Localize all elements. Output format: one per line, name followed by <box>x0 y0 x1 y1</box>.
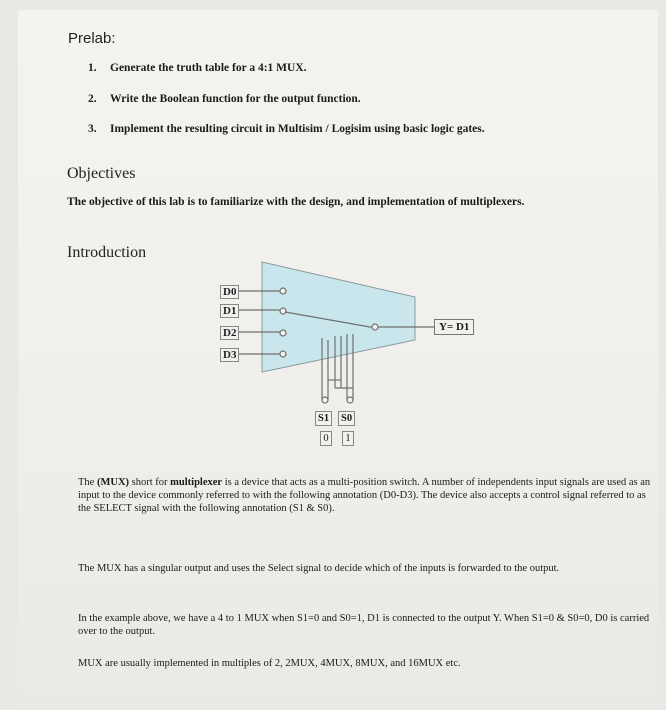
prelab-title: Prelab: <box>68 30 116 47</box>
item-text: Implement the resulting circuit in Multisim / Logisim using basic logic gates. <box>110 123 485 135</box>
item-number: 2. <box>88 92 97 105</box>
item-number: 3. <box>88 123 97 135</box>
multiples-paragraph: MUX are usually implemented in multiples of 2, 2MUX, 4MUX, 8MUX, and 16MUX etc. <box>78 658 461 669</box>
input-label-d1: D1 <box>220 304 239 318</box>
para1-text: The <box>78 477 97 488</box>
input-label-d2: D2 <box>220 326 239 340</box>
prelab-list <box>88 62 485 154</box>
objectives-text: The objective of this lab is to familiarize with the design, and implementation of multiplexers. <box>67 196 525 208</box>
item-text: Write the Boolean function for the output function. <box>110 92 361 105</box>
mux-description-paragraph <box>78 476 658 515</box>
select-value-s1: 0 <box>320 431 332 446</box>
list-item <box>88 93 485 124</box>
singular-output-paragraph: The MUX has a singular output and uses the Select signal to decide which of the inputs is forwarded to the output. <box>78 563 560 574</box>
para1-text: short for <box>129 477 171 488</box>
para1-bold-mux: (MUX) <box>96 477 130 488</box>
item-number: 1. <box>88 62 97 74</box>
mux-diagram-svg <box>210 260 500 460</box>
introduction-heading: Introduction <box>67 244 147 261</box>
example-paragraph: In the example above, we have a 4 to 1 MUX when S1=0 and S0=1, D1 is connected to the output Y. When S1=0 & S0=0, D0 is carried over to the output. <box>78 613 650 637</box>
select-label-s0: S0 <box>338 411 355 426</box>
select-value-s0: 1 <box>342 431 354 446</box>
para1-bold-multiplexer: multiplexer <box>170 477 223 488</box>
list-item <box>88 62 485 93</box>
item-text: Generate the truth table for a 4:1 MUX. <box>110 62 307 74</box>
input-label-d0: D0 <box>220 285 239 299</box>
mux-diagram <box>210 260 500 460</box>
objectives-heading: Objectives <box>67 165 136 182</box>
para1-text: is a device that acts as a multi-position switch. A number of independents input signals are used as an input to the device commonly referred to with the following annotation (D0-D3). The device also accepts a control signal referred to as the SELECT signal with the following annotation (S1 & S0). <box>78 477 651 514</box>
list-item <box>88 123 485 154</box>
input-label-d3: D3 <box>220 348 239 362</box>
output-label: Y= D1 <box>434 319 474 335</box>
select-label-s1: S1 <box>315 411 332 426</box>
